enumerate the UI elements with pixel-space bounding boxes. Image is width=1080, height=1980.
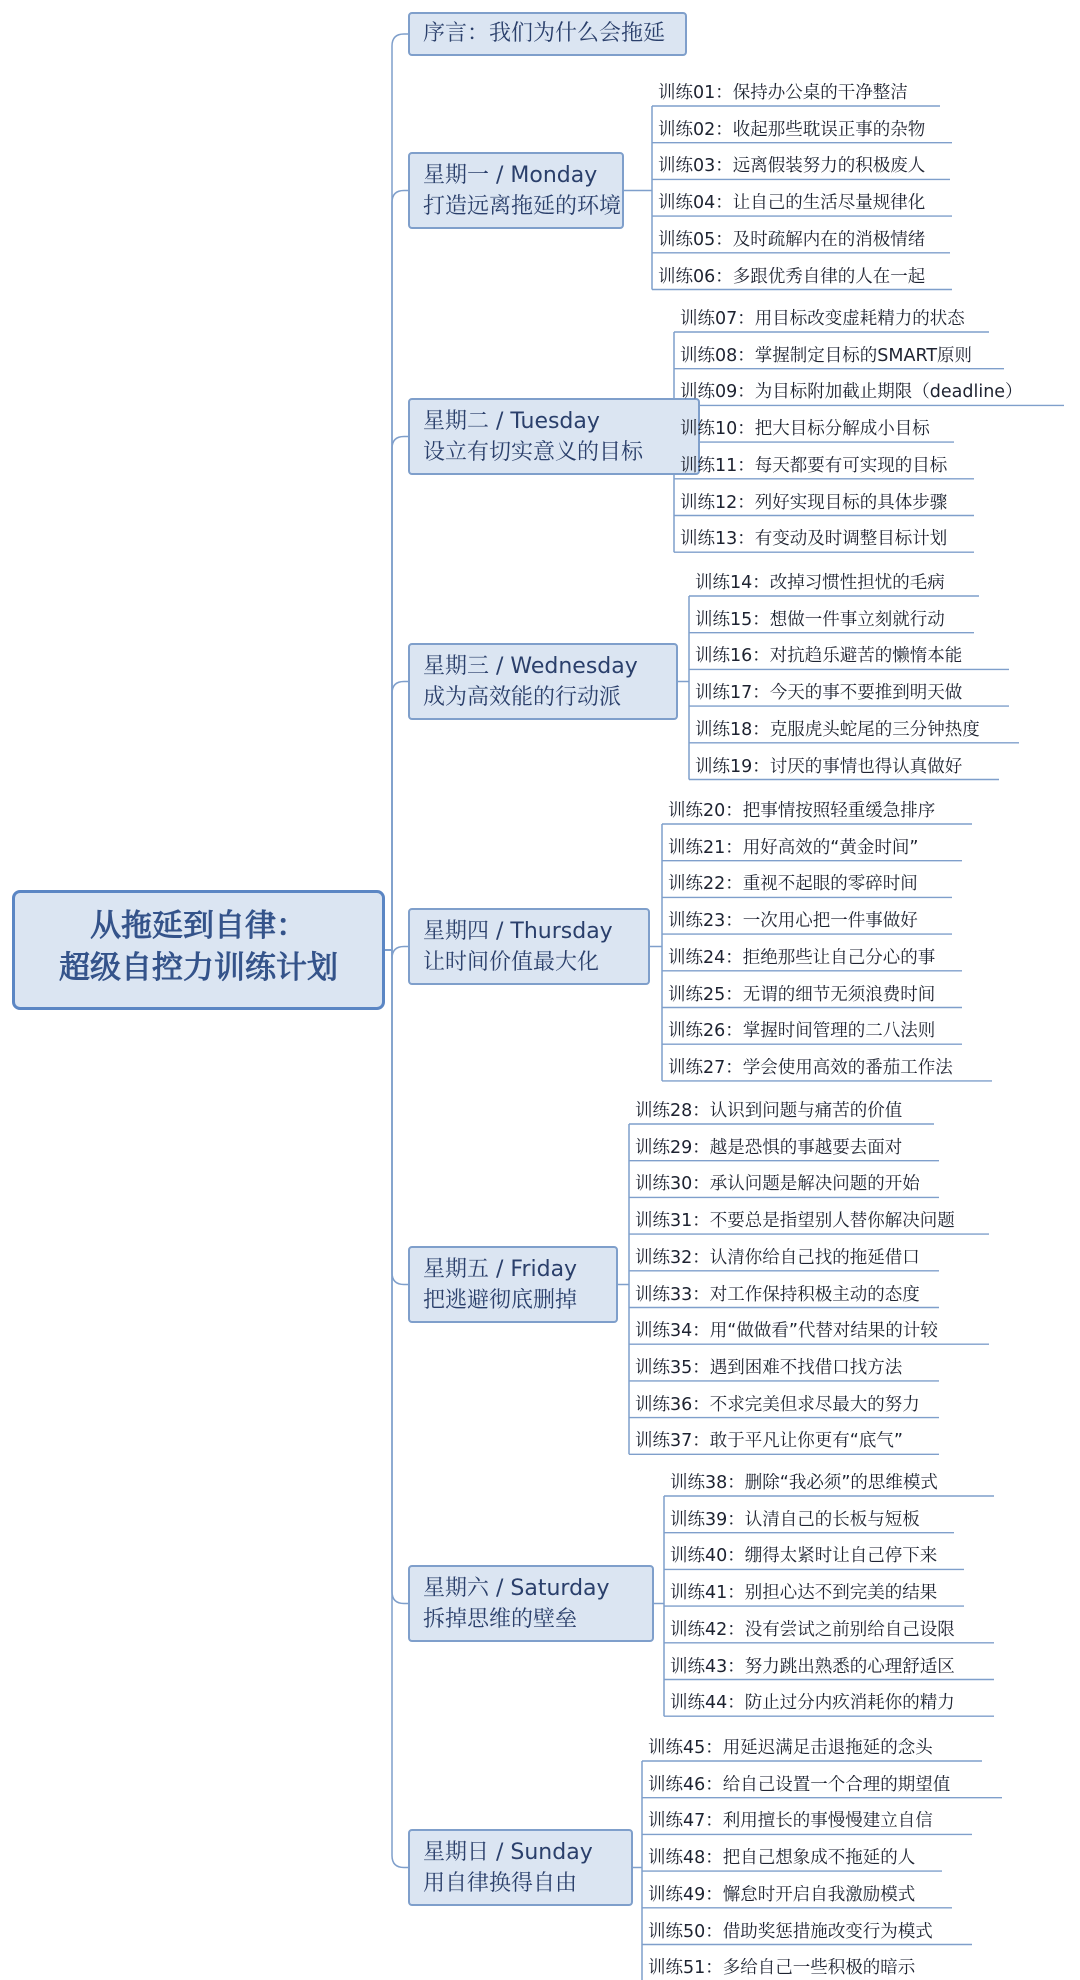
day-subtitle: 拆掉思维的壁垒 [423, 1607, 578, 1632]
training-item: 训练46：给自己设置一个合理的期望值 [648, 1774, 951, 1795]
connector [392, 950, 408, 1868]
training-item: 训练25：无谓的细节无须浪费时间 [668, 984, 936, 1005]
training-item: 训练33：对工作保持积极主动的态度 [635, 1284, 920, 1305]
training-item: 训练20：把事情按照轻重缓急排序 [668, 801, 936, 821]
training-item: 训练26：掌握时间管理的二八法则 [668, 1021, 936, 1042]
day-topic [408, 908, 650, 985]
training-item: 训练13：有变动及时调整目标计划 [680, 529, 948, 550]
day-topic [408, 1565, 654, 1642]
connector [392, 947, 408, 959]
training-item: 训练45：用延迟满足击退拖延的念头 [648, 1738, 933, 1758]
training-item: 训练32：认清你给自己找的拖延借口 [635, 1247, 920, 1268]
training-item: 训练50：借助奖惩措施改变行为模式 [648, 1921, 933, 1942]
root-title-line1: 从拖延到自律： [90, 908, 307, 944]
training-item: 训练01：保持办公桌的干净整洁 [658, 83, 908, 103]
training-item: 训练08：掌握制定目标的SMART原则 [680, 345, 973, 366]
training-item: 训练17：今天的事不要推到明天做 [695, 683, 963, 704]
training-item: 训练34：用“做做看”代替对结果的计较 [635, 1321, 938, 1342]
day-title: 星期二 / Tuesday [423, 409, 600, 434]
day-topic [408, 1246, 618, 1323]
training-item: 训练30：承认问题是解决问题的开始 [635, 1174, 920, 1195]
day-title: 星期五 / Friday [423, 1257, 578, 1282]
day-title: 星期四 / Thursday [423, 919, 613, 944]
day-title: 星期一 / Monday [423, 163, 598, 188]
training-item: 训练23：一次用心把一件事做好 [668, 911, 918, 932]
connector [392, 682, 408, 951]
training-item: 训练07：用目标改变虚耗精力的状态 [680, 309, 965, 329]
day-subtitle: 设立有切实意义的目标 [423, 440, 644, 465]
day-subtitle: 让时间价值最大化 [423, 950, 600, 975]
training-item: 训练40：绷得太紧时让自己停下来 [670, 1546, 938, 1567]
training-item: 训练41：别担心达不到完美的结果 [670, 1583, 938, 1604]
training-item: 训练38：删除“我必须”的思维模式 [670, 1473, 938, 1493]
training-item: 训练36：不求完美但求尽最大的努力 [635, 1394, 920, 1415]
training-item: 训练14：改掉习惯性担忧的毛病 [695, 573, 945, 593]
training-item: 训练11：每天都要有可实现的目标 [680, 455, 948, 476]
connector [392, 34, 408, 950]
training-item: 训练48：把自己想象成不拖延的人 [648, 1848, 916, 1869]
training-item: 训练49：懈怠时开启自我激励模式 [648, 1884, 916, 1905]
training-item: 训练47：利用擅长的事慢慢建立自信 [648, 1811, 933, 1832]
training-item: 训练10：把大目标分解成小目标 [680, 419, 930, 440]
training-item: 训练43：努力跳出熟悉的心理舒适区 [670, 1656, 955, 1677]
day-subtitle: 打造远离拖延的环境 [423, 194, 622, 219]
training-item: 训练22：重视不起眼的零碎时间 [668, 874, 918, 895]
day-topic [408, 152, 624, 229]
training-item: 训练27：学会使用高效的番茄工作法 [668, 1057, 953, 1078]
training-item: 训练09：为目标附加截止期限（deadline） [680, 382, 1023, 403]
root-topic [12, 890, 385, 1010]
day-topic [408, 643, 678, 720]
day-subtitle: 成为高效能的行动派 [423, 685, 622, 710]
training-item: 训练37：敢于平凡让你更有“底气” [635, 1431, 903, 1452]
connector [392, 191, 408, 951]
training-item: 训练03：远离假装努力的积极废人 [658, 156, 926, 177]
day-title: 星期三 / Wednesday [423, 654, 638, 679]
preface-label: 序言：我们为什么会拖延 [423, 21, 666, 46]
day-subtitle: 把逃避彻底删掉 [423, 1288, 578, 1313]
training-item: 训练16：对抗趋乐避苦的懒惰本能 [695, 646, 963, 667]
training-item: 训练21：用好高效的“黄金时间” [668, 837, 919, 858]
training-item: 训练18：克服虎头蛇尾的三分钟热度 [695, 719, 980, 740]
training-item: 训练04：让自己的生活尽量规律化 [658, 193, 926, 214]
training-item: 训练39：认清自己的长板与短板 [670, 1509, 920, 1530]
training-item: 训练24：拒绝那些让自己分心的事 [668, 947, 936, 968]
connector [392, 950, 408, 1285]
day-title: 星期六 / Saturday [423, 1576, 610, 1601]
training-item: 训练28：认识到问题与痛苦的价值 [635, 1101, 903, 1121]
training-item: 训练15：想做一件事立刻就行动 [695, 609, 945, 630]
training-item: 训练51：多给自己一些积极的暗示 [648, 1958, 916, 1979]
training-item: 训练42：没有尝试之前别给自己设限 [670, 1619, 955, 1640]
connector [392, 950, 408, 1604]
training-item: 训练06：多跟优秀自律的人在一起 [658, 266, 926, 287]
day-topic [408, 1829, 633, 1906]
training-item: 训练12：列好实现目标的具体步骤 [680, 492, 948, 513]
day-title: 星期日 / Sunday [423, 1840, 593, 1865]
root-title-line2: 超级自控力训练计划 [59, 950, 338, 986]
day-topic [408, 398, 700, 475]
training-item: 训练31：不要总是指望别人替你解决问题 [635, 1211, 955, 1232]
training-item: 训练05：及时疏解内在的消极情绪 [658, 229, 926, 250]
training-item: 训练19：讨厌的事情也得认真做好 [695, 756, 963, 777]
training-item: 训练44：防止过分内疚消耗你的精力 [670, 1693, 955, 1714]
training-item: 训练29：越是恐惧的事越要去面对 [635, 1137, 903, 1158]
training-item: 训练35：遇到困难不找借口找方法 [635, 1357, 903, 1378]
connector [392, 437, 408, 951]
day-subtitle: 用自律换得自由 [423, 1871, 578, 1896]
training-item: 训练02：收起那些耽误正事的杂物 [658, 119, 926, 140]
preface-topic [408, 12, 687, 56]
